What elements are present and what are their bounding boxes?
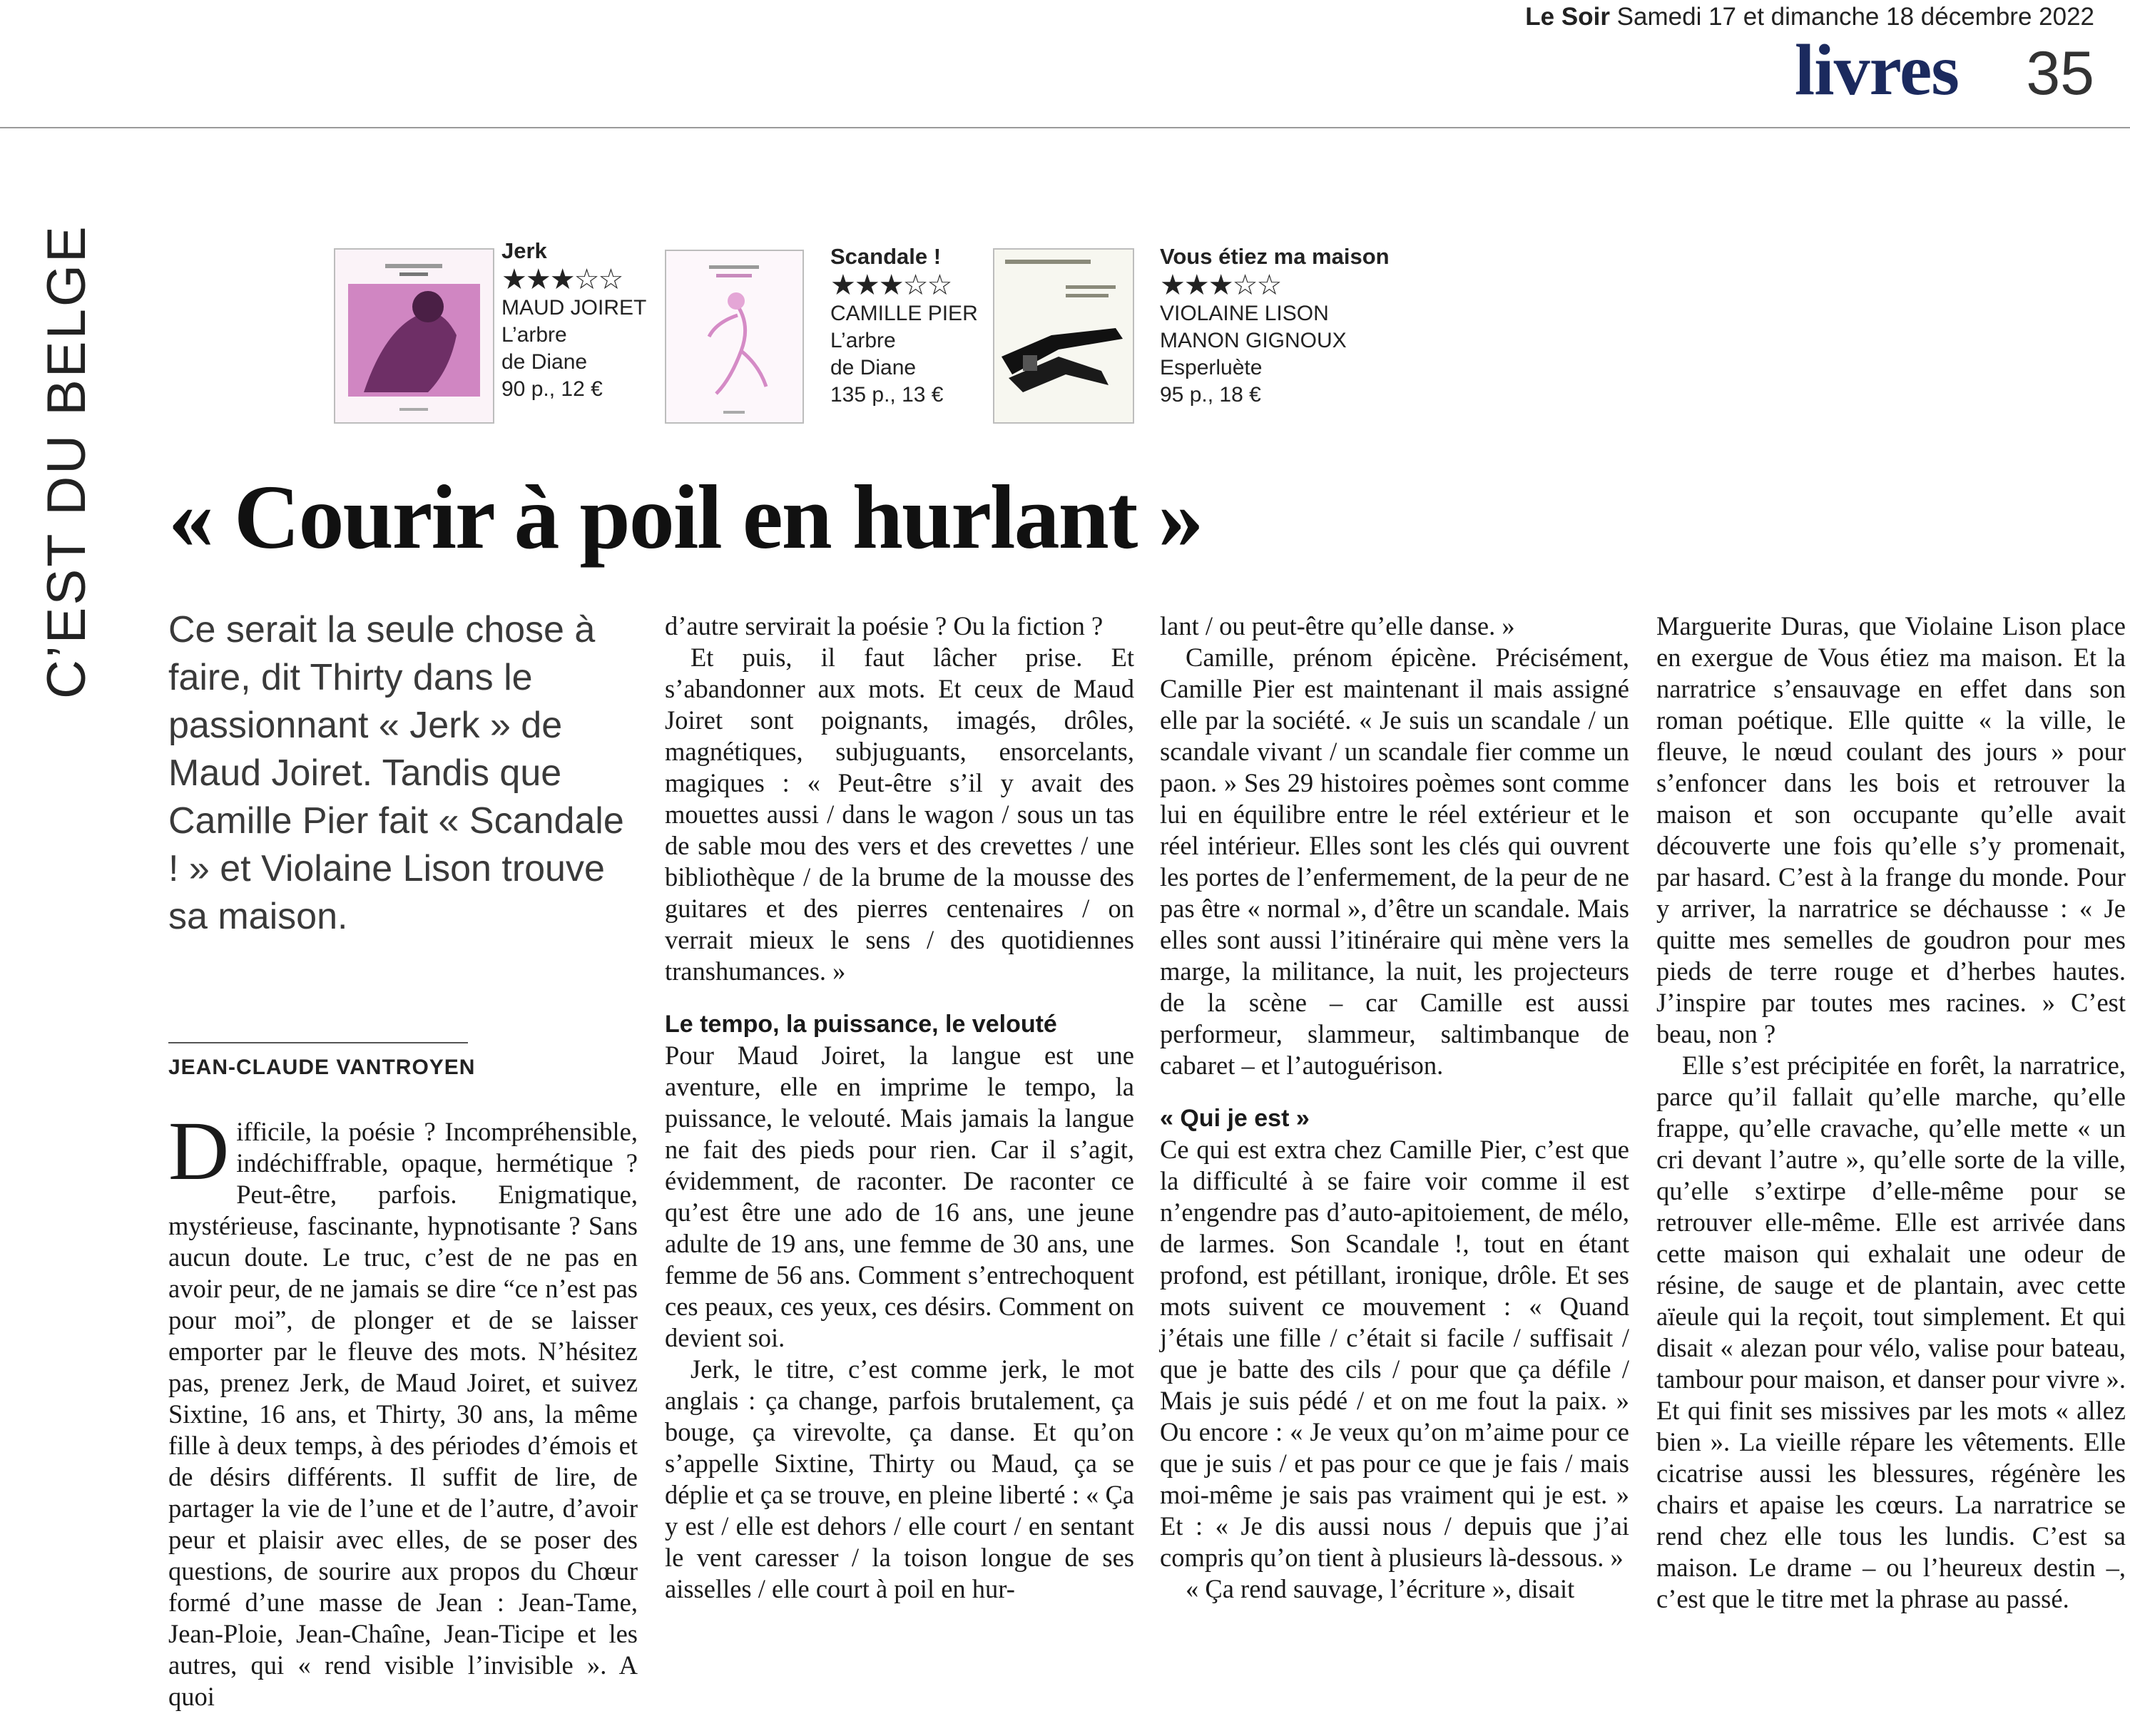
book-author: VIOLAINE LISON [1160,302,1329,325]
book-publisher: de Diane [830,356,917,379]
book-info-jerk [501,238,646,403]
paragraph: Ce qui est extra chez Camille Pier, c’est que la difficulté à se faire voir comme il est n’engendre pas d’auto-apitoiement, de mélo, de larmes. Son Scandale !, tout en étant profond, est pétillant, ironique, drôle. Et ses mots suivent ce mouvement : « Quand j’étais une fille / c’était si facile / suffisait / que je batte des cils / pour que ça défile / Mais je suis pédé / et on me fout la paix. » Ou encore : « Je veux qu’on m’aime pour ce que je suis / et pas pour ce que je fais / mais moi-même je sais pas vraiment qui je est. » Et : « Je dis aussi nous / depuis que j’ai compris qu’on tient à plusieurs là-dessous. » [1160,1135,1629,1572]
book-title: Scandale ! [830,244,942,269]
book-publisher: L’arbre [830,329,896,352]
paragraph: « Ça rend sauvage, l’écriture », disait [1186,1574,1575,1603]
book-publisher: L’arbre [501,323,567,347]
book-cover-scandale [665,250,804,424]
cover-art-jerk [335,250,493,422]
cover-art-maison [994,250,1133,422]
book-rating-stars: ★★★☆☆ [830,270,952,301]
book-details: 135 p., 13 € [830,383,944,407]
book-author: MAUD JOIRET [501,296,647,320]
article-column-3 [1160,611,1629,1605]
book-cover-jerk [334,248,494,424]
paragraph: Et puis, il faut lâcher prise. Et s’abandonner aux mots. Et ceux de Maud Joiret sont poignants, imagés, drôles, magnétiques, subjuguants, ensorcelants, magiques : « Peut-être s’il y avait des mouettes aussi / dans le wagon / sous un tas de sable mou des vers et des crevettes / une bibliothèque / de la brume de la mousse des guitares et des pierres centenaires / on verrait mieux le sens / des quotidiennes transhumances. » [665,643,1134,986]
masthead-line [1525,3,2094,31]
book-info-scandale [830,243,978,409]
subheading: Le tempo, la puissance, le velouté [665,1011,1057,1038]
book-title: Jerk [501,238,547,263]
paragraph: lant / ou peut-être qu’elle danse. » [1160,611,1515,640]
book-author: MANON GIGNOUX [1160,329,1347,352]
paragraph: Marguerite Duras, que Violaine Lison place en exergue de Vous étiez ma maison. Et la narratrice s’ensauvage en effet dans son roman poétique. Elle quitte « la ville, le fleuve, le nœud coulant des jours » pour s’enfoncer dans les bois et retrouver la maison et son occupante qu’elle avait découverte une fois qu’elle s’y promenait, par hasard. C’est à la frange du monde. Pour y arriver, la narratrice se déchausse : « Je quitte mes semelles de goudron pour mes pieds de terre rouge et d’herbes hautes. J’inspire par toutes mes racines. » C’est beau, non ? [1656,611,2126,1048]
byline: JEAN-CLAUDE VANTROYEN [168,1056,476,1079]
book-title: Vous étiez ma maison [1160,244,1390,269]
book-rating-stars: ★★★☆☆ [1160,270,1281,301]
paragraph: Camille, prénom épicène. Précisément, Camille Pier est maintenant il mais assigné elle par la société. « Je suis un scandale / un scandale vivant / un scandale fier comme un paon. » Ses 29 histoires poèmes sont comme lui en équilibre entre le réel extérieur et le réel intérieur. Elles sont les clés qui ouvrent les portes de l’enfermement, de la peur de ne pas être « normal », d’être un scandale. Mais elles sont aussi l’itinéraire qui mène vers la marge, la militance, la nuit, les projecteurs de la scène – car Camille est aussi performeur, slammeur, saltimbanque de cabaret – et l’autoguérison. [1160,643,1629,1080]
article-column-4 [1656,611,2126,1615]
paragraph: Jerk, le titre, c’est comme jerk, le mot anglais : ça change, parfois brutalement, ça bouge, ça virevolte, ça danse. Et qu’on s’appelle Sixtine, Thirty ou Maud, ça se déplie et ça se trouve, en pleine liberté : « Ça y est / elle est dehors / elle court / en sentant le vent caresser / la toison longue de ses aisselles / elle court à poil en hur- [665,1354,1134,1603]
book-info-maison [1160,243,1390,409]
newspaper-name: Le Soir [1525,3,1610,31]
paragraph: d’autre servirait la poésie ? Ou la fiction ? [665,611,1104,640]
issue-date: Samedi 17 et dimanche 18 décembre 2022 [1616,3,2094,31]
article-column-2 [665,611,1134,1605]
subheading: « Qui je est » [1160,1105,1310,1132]
paragraph: Pour Maud Joiret, la langue est une aventure, elle en imprime le tempo, la puissance, le velouté. Mais jamais la langue ne fait des pieds pour rien. Car il s’agit, évidemment, de raconter. De raconter ce qu’est être une ado de 16 ans, une jeune adulte de 19 ans, une femme de 30 ans, une femme de 56 ans. Comment s’entrechoquent ces peaux, ces yeux, ces désirs. Comment on devient soi. [665,1041,1134,1352]
rubric-label: C’EST DU BELGE [36,224,97,699]
book-details: 95 p., 18 € [1160,383,1261,407]
book-publisher: Esperluète [1160,356,1263,379]
book-cover-maison [993,248,1134,424]
book-author: CAMILLE PIER [830,302,978,325]
byline-rule [168,1042,468,1043]
book-rating-stars: ★★★☆☆ [501,264,623,295]
page-number: 35 [2026,39,2094,108]
paragraph-text: ifficile, la poésie ? Incompréhensible, indéchiffrable, opaque, hermétique ? Peut-être, parfois. Enigmatique, mystérieuse, fascinante, hypnotisante ? Sans aucun doute. Le truc, c’est de ne pas en avoir peur, de ne jamais se dire “ce n’est pas pour moi”, de plonger et de se laisser emporter par le fleuve des mots. N’hésitez pas, prenez Jerk, de Maud Joiret, et suivez Sixtine, 16 ans, et Thirty, 30 ans, la même fille à deux temps, à des périodes d’émois et de désirs différents. Il suffit de lire, de partager la vie de l’une et de l’autre, d’avoir peur et plaisir avec elles, de se poser des questions, de sourire aux propos du Chœur formé d’une masse de Jean : Jean-Tame, Jean-Ploie, Jean-Chaîne, Jean-Ticipe et les autres, qui « rend visible l’invisible ». A quoi [168,1117,638,1711]
paragraph [168,1104,638,1712]
article-headline: « Courir à poil en hurlant » [168,466,1203,568]
article-lead: Ce serait la seule chose à faire, dit Thirty dans le passionnant « Jerk » de Maud Joiret. Tandis que Camille Pier fait « Scandale ! » et Violaine Lison trouve sa maison. [168,609,624,937]
book-publisher: de Diane [501,350,588,374]
section-title: livres [1794,30,1959,111]
cover-art-scandale [666,251,802,422]
article-column-1 [168,1104,638,1712]
drop-cap: D [168,1104,230,1198]
book-details: 90 p., 12 € [501,377,603,401]
header-rule [0,127,2130,128]
paragraph: Elle s’est précipitée en forêt, la narratrice, parce qu’il fallait qu’elle marche, qu’elle frappe, qu’elle cravache, qu’elle mette « un cri devant l’autre », qu’elle sorte de la ville, qu’elle s’extirpe d’elle-même pour se retrouver elle-même. Elle est arrivée dans cette maison qui exhalait une odeur de résine, de sauge et de plantain, avec cette aïeule qui la reçoit, tout simplement. Et qui disait « alezan pour vélo, valise pour bateau, tambour pour maison, et danser pour vivre ». Et qui finit ses missives par les mots « allez bien ». La vieille répare les vêtements. Elle cicatrise aussi les blessures, régénère les chairs et apaise les cœurs. La narratrice se rend chez elle tous les lundis. C’est sa maison. Le drame – ou l’heureux destin –, c’est que le titre met la phrase au passé. [1656,1051,2126,1613]
